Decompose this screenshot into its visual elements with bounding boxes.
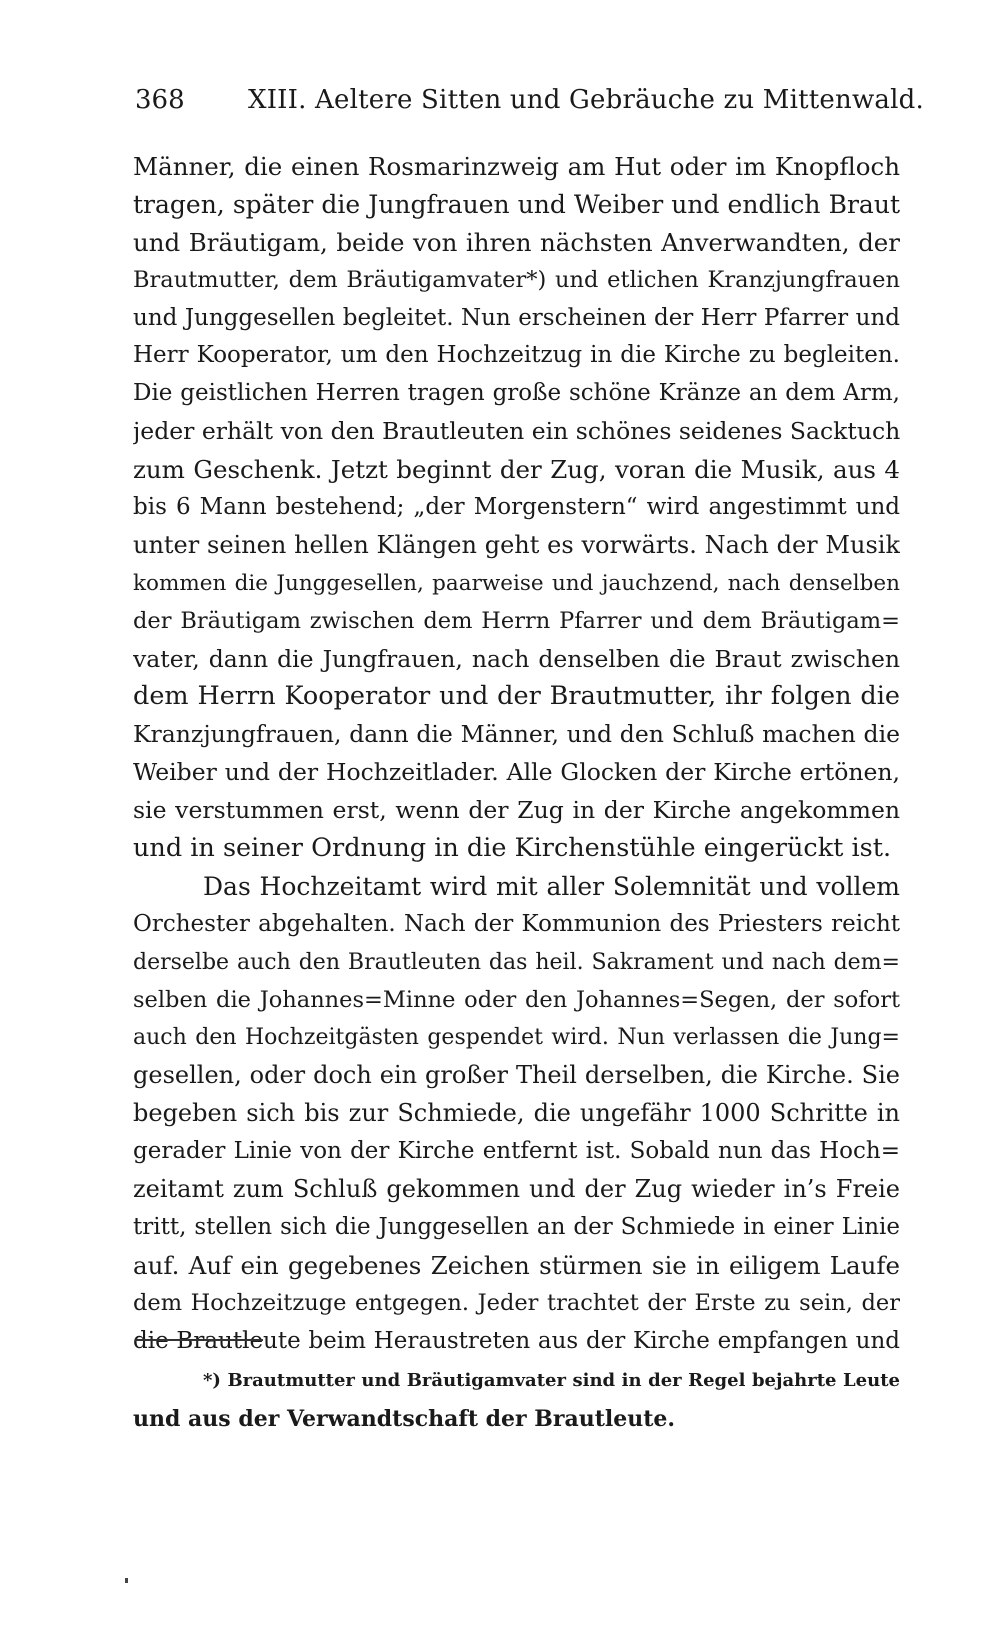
text-line: derselbe auch den Brautleuten das heil. Sakrament und nach dem= bbox=[133, 949, 900, 975]
text-line: zum Geschenk. Jetzt beginnt der Zug, voran die Musik, aus 4 bbox=[133, 455, 900, 485]
text-line: dem Herrn Kooperator und der Brautmutter, ihr folgen die bbox=[133, 681, 900, 712]
print-speck bbox=[125, 1578, 128, 1583]
body-text bbox=[133, 148, 900, 1361]
text-line: auf. Auf ein gegebenes Zeichen stürmen sie in eiligem Laufe bbox=[133, 1250, 900, 1280]
text-line: selben die Johannes=Minne oder den Johannes=Segen, der sofort bbox=[133, 986, 900, 1013]
text-line: jeder erhält von den Brautleuten ein schönes seidenes Sacktuch bbox=[133, 417, 900, 446]
text-line: Männer, die einen Rosmarinzweig am Hut oder im Knopfloch bbox=[133, 152, 900, 181]
text-line: und Bräutigam, beide von ihren nächsten Anverwandten, der bbox=[133, 227, 900, 257]
footnote-line: und aus der Verwandtschaft der Brautleute. bbox=[133, 1406, 676, 1432]
page-header bbox=[135, 78, 924, 122]
text-line: der Bräutigam zwischen dem Herrn Pfarrer und dem Bräutigam= bbox=[133, 607, 900, 634]
footnote bbox=[133, 1362, 900, 1438]
text-line: bis 6 Mann bestehend; „der Morgenstern“ wird angestimmt und bbox=[133, 494, 900, 521]
text-line: begeben sich bis zur Schmiede, die ungefähr 1000 Schritte in bbox=[133, 1099, 900, 1128]
text-line: Das Hochzeitamt wird mit aller Solemnität und vollem bbox=[203, 871, 900, 901]
text-line: tragen, später die Jungfrauen und Weiber und endlich Braut bbox=[133, 189, 900, 219]
text-line: Herr Kooperator, um den Hochzeitzug in die Kirche zu begleiten. bbox=[133, 342, 900, 369]
text-line: Weiber und der Hochzeitlader. Alle Glocken der Kirche ertönen, bbox=[133, 758, 900, 787]
text-line: zeitamt zum Schluß gekommen und der Zug wieder in’s Freie bbox=[133, 1175, 900, 1204]
running-head: XIII. Aeltere Sitten und Gebräuche zu Mittenwald. bbox=[248, 85, 924, 115]
text-line: kommen die Junggesellen, paarweise und jauchzend, nach denselben bbox=[133, 570, 900, 596]
page-number: 368 bbox=[135, 85, 185, 115]
text-line: vater, dann die Jungfrauen, nach denselben die Braut zwischen bbox=[133, 644, 900, 673]
text-line: auch den Hochzeitgästen gespendet wird. Nun verlassen die Jung= bbox=[133, 1025, 900, 1051]
text-line: unter seinen hellen Klängen geht es vorwärts. Nach der Musik bbox=[133, 530, 900, 559]
text-line: gerader Linie von der Kirche entfernt ist. Sobald nun das Hoch= bbox=[133, 1138, 900, 1165]
text-line: Orchester abgehalten. Nach der Kommunion des Priesters reicht bbox=[133, 910, 900, 937]
text-line: die Brautleute beim Heraustreten aus der Kirche empfangen und bbox=[133, 1327, 900, 1354]
text-line: Kranzjungfrauen, dann die Männer, und den Schluß machen die bbox=[133, 720, 900, 749]
footnote-divider bbox=[135, 1339, 263, 1341]
text-line: tritt, stellen sich die Junggesellen an der Schmiede in einer Linie bbox=[133, 1213, 900, 1240]
text-line: gesellen, oder doch ein großer Theil derselben, die Kirche. Sie bbox=[133, 1061, 900, 1090]
footnote-line: *) Brautmutter und Bräutigamvater sind in der Regel bejahrte Leute bbox=[203, 1370, 900, 1391]
text-line: Die geistlichen Herren tragen große schöne Kränze an dem Arm, bbox=[133, 380, 900, 407]
text-line: dem Hochzeitzuge entgegen. Jeder trachtet der Erste zu sein, der bbox=[133, 1289, 900, 1316]
text-line: und Junggesellen begleitet. Nun erscheinen der Herr Pfarrer und bbox=[133, 304, 900, 331]
text-line: und in seiner Ordnung in die Kirchenstühle eingerückt ist. bbox=[133, 833, 892, 864]
text-line: sie verstummen erst, wenn der Zug in der Kirche angekommen bbox=[133, 796, 900, 825]
text-line: Brautmutter, dem Bräutigamvater*) und etlichen Kranzjungfrauen bbox=[133, 266, 900, 293]
